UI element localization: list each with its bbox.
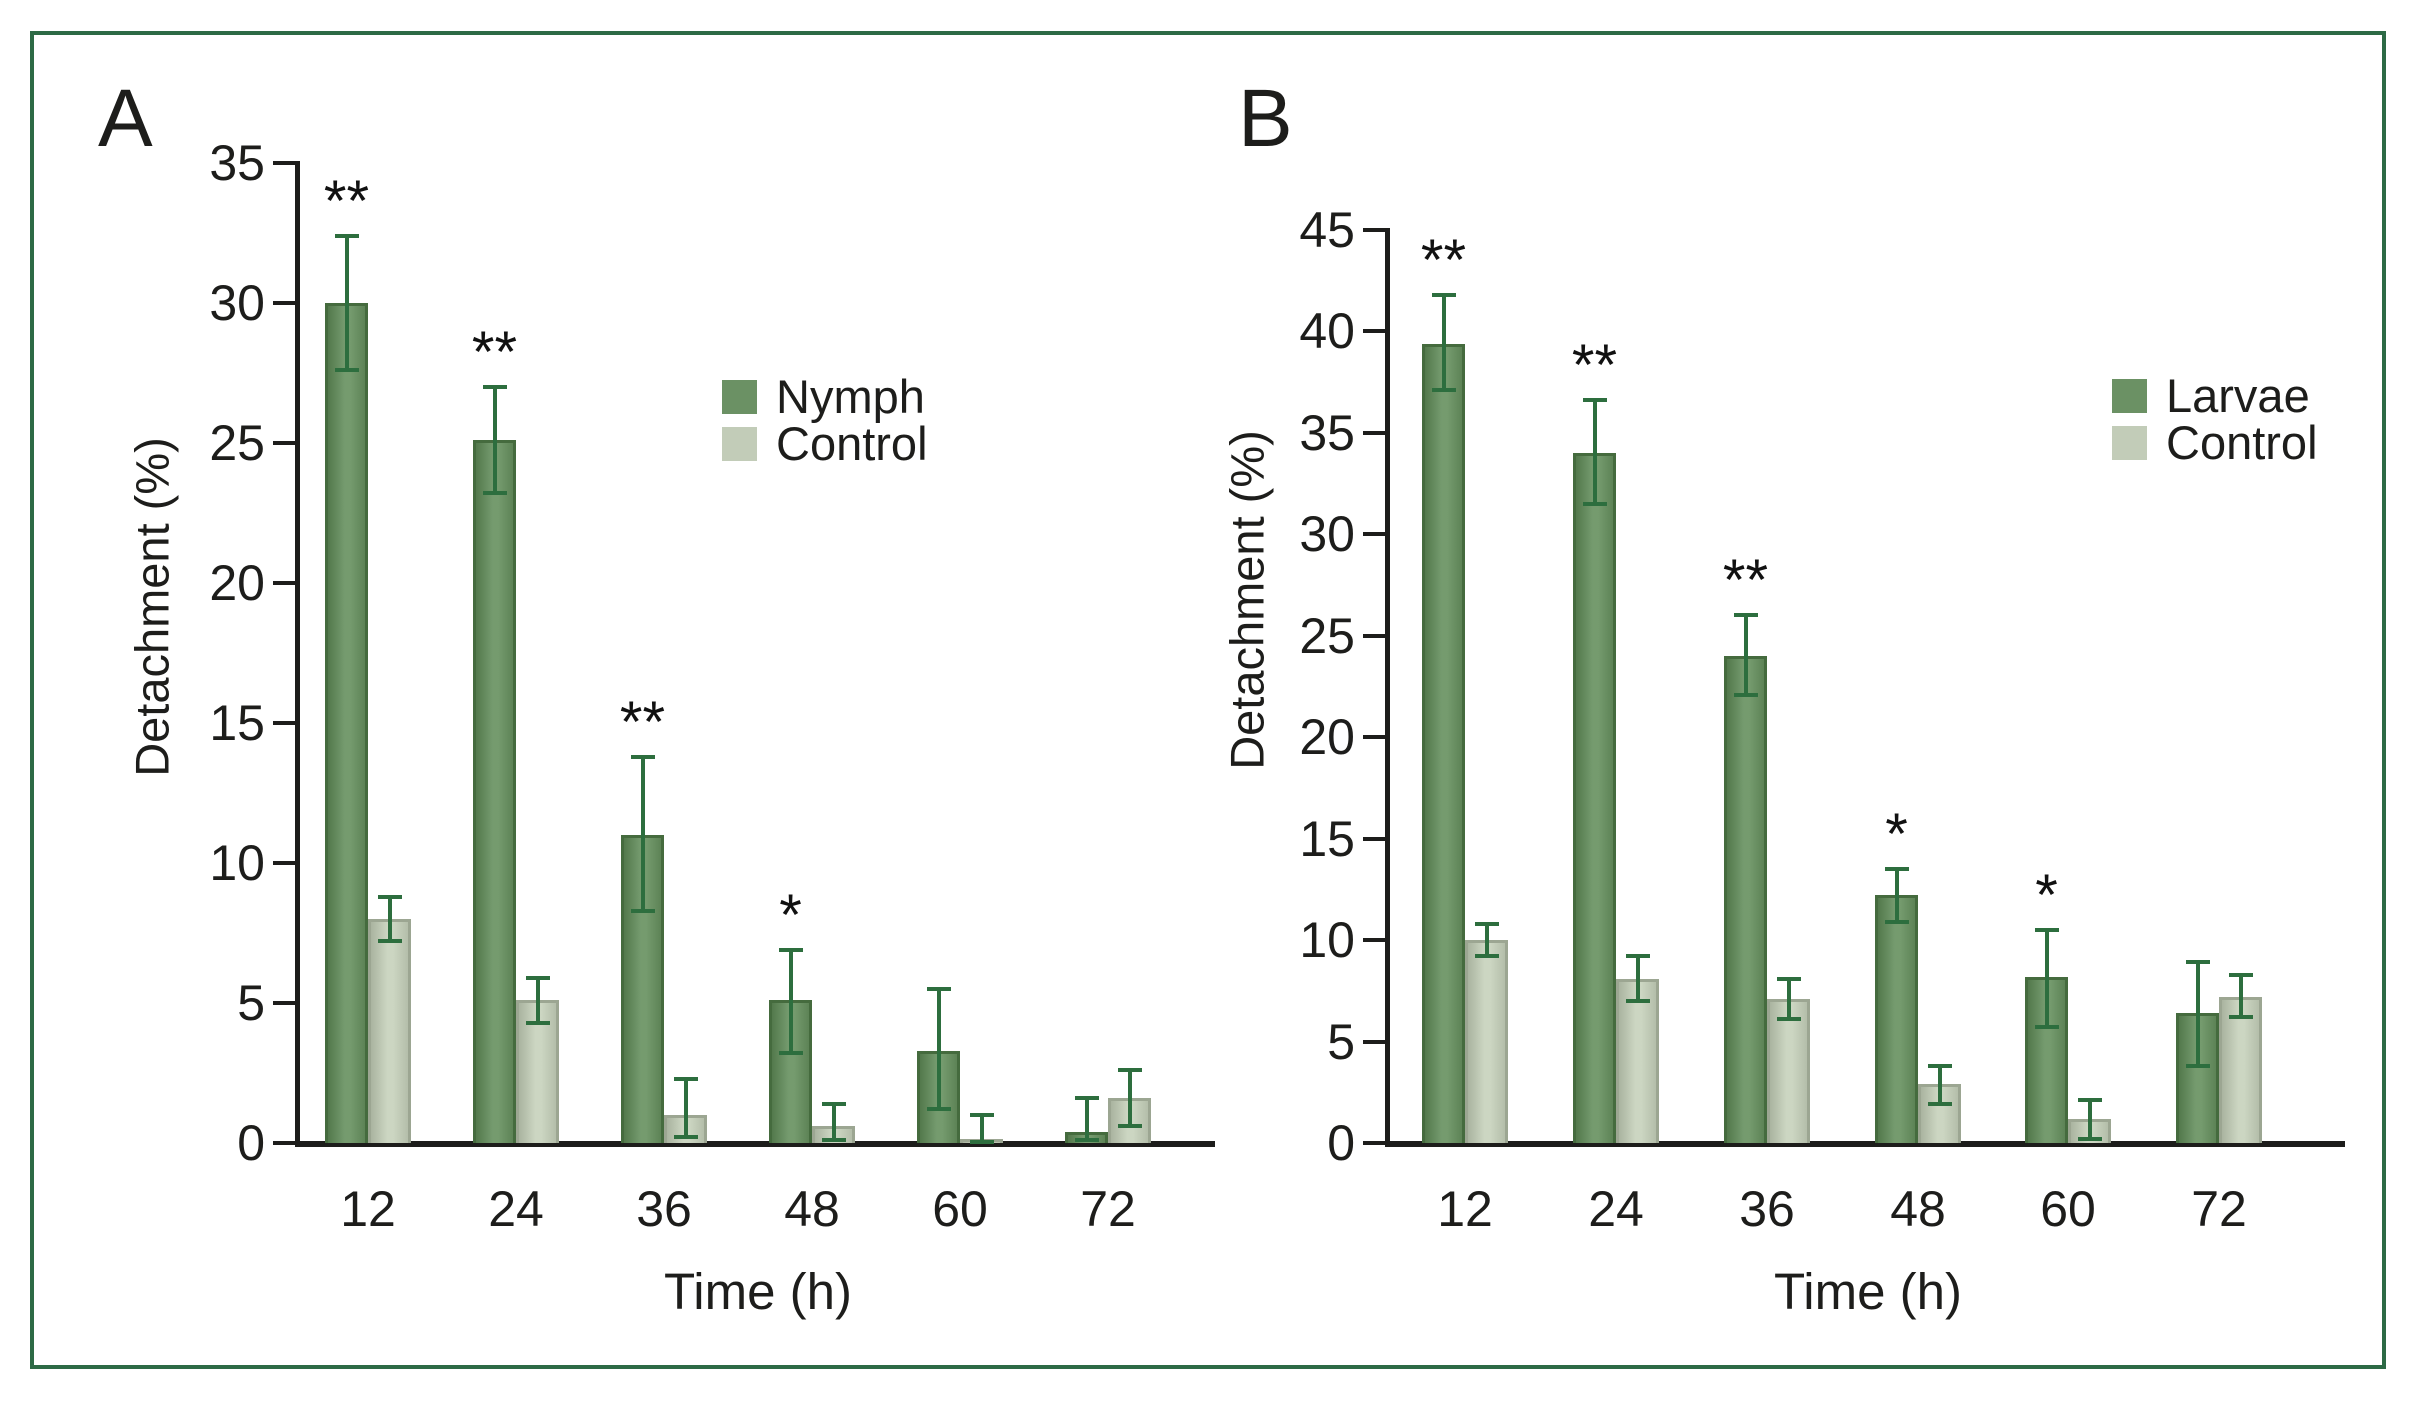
- bar-control: [368, 919, 411, 1143]
- error-bar-cap-bottom: [1777, 1017, 1801, 1021]
- legend-label-larvae: Larvae: [2166, 369, 2310, 422]
- error-bar-cap-bottom: [1928, 1102, 1952, 1106]
- error-bar-line: [832, 1104, 836, 1140]
- error-bar-cap-bottom: [2229, 1015, 2253, 1019]
- legend-row: [2112, 369, 2318, 422]
- significance-marker: **: [1420, 227, 1467, 293]
- legend-label-control-a: Control: [776, 417, 928, 470]
- error-bar-cap-top: [2078, 1098, 2102, 1102]
- error-bar-cap-top: [1583, 398, 1607, 402]
- x-tick-label: 36: [1739, 1181, 1795, 1237]
- error-bar-cap-top: [631, 755, 655, 759]
- error-bar-cap-top: [822, 1102, 846, 1106]
- y-tick-label: 0: [1327, 1115, 1355, 1171]
- error-bar-cap-top: [2229, 973, 2253, 977]
- error-bar-cap-top: [378, 895, 402, 899]
- bar-control: [1465, 940, 1508, 1143]
- y-tick-mark: [273, 861, 297, 865]
- error-bar-cap-bottom: [2035, 1025, 2059, 1029]
- error-bar-line: [1895, 869, 1899, 922]
- y-axis-title-panel-b: Detachment (%): [1220, 430, 1274, 770]
- legend-swatch-control-b: [2112, 426, 2147, 460]
- significance-marker: *: [1885, 802, 1908, 868]
- error-bar-cap-bottom: [526, 1021, 550, 1025]
- bar-nymph: [473, 440, 516, 1143]
- bar-larvae: [1724, 656, 1767, 1143]
- legend-row: [722, 370, 928, 423]
- x-tick-label: 36: [636, 1181, 692, 1237]
- significance-marker: *: [779, 882, 802, 948]
- significance-marker: **: [1722, 548, 1769, 614]
- x-tick-label: 72: [2191, 1181, 2247, 1237]
- error-bar-line: [937, 989, 941, 1109]
- y-tick-mark: [1363, 938, 1387, 942]
- error-bar-line: [345, 236, 349, 370]
- error-bar-cap-bottom: [674, 1135, 698, 1139]
- error-bar-cap-top: [1734, 613, 1758, 617]
- error-bar-line: [493, 387, 497, 493]
- error-bar-cap-bottom: [483, 491, 507, 495]
- y-tick-label: 10: [1299, 912, 1355, 969]
- error-bar-line: [1442, 295, 1446, 390]
- y-tick-mark: [273, 161, 297, 165]
- error-bar-cap-bottom: [927, 1107, 951, 1111]
- error-bar-line: [684, 1079, 688, 1138]
- error-bar-cap-bottom: [1118, 1124, 1142, 1128]
- error-bar-cap-top: [526, 976, 550, 980]
- x-tick-label: 24: [488, 1181, 544, 1237]
- x-tick-label: 60: [2040, 1181, 2096, 1237]
- y-tick-label: 15: [1299, 810, 1355, 867]
- y-tick-label: 15: [209, 695, 265, 751]
- error-bar-line: [1128, 1070, 1132, 1126]
- error-bar-line: [1744, 615, 1748, 694]
- error-bar-line: [1593, 400, 1597, 503]
- bar-larvae: [1422, 344, 1465, 1143]
- error-bar-line: [2196, 962, 2200, 1065]
- error-bar-line: [2239, 975, 2243, 1018]
- panel-b-label: B: [1238, 73, 1293, 164]
- y-axis-title-panel-a: Detachment (%): [125, 437, 179, 777]
- error-bar-cap-bottom: [1626, 999, 1650, 1003]
- x-tick-label: 48: [1890, 1181, 1946, 1237]
- error-bar-line: [2088, 1100, 2092, 1139]
- y-axis-line: [1385, 228, 1390, 1145]
- error-bar-cap-top: [927, 987, 951, 991]
- error-bar-line: [388, 897, 392, 942]
- error-bar-cap-top: [1626, 954, 1650, 958]
- y-tick-mark: [273, 581, 297, 585]
- error-bar-line: [1636, 956, 1640, 1001]
- x-tick-label: 60: [932, 1181, 988, 1237]
- legend-swatch-larvae: [2112, 379, 2147, 413]
- error-bar-line: [1938, 1066, 1942, 1105]
- legend-row: [2112, 416, 2318, 469]
- y-tick-mark: [1363, 329, 1387, 333]
- x-tick-label: 24: [1588, 1181, 1644, 1237]
- legend-row: [722, 417, 928, 470]
- y-tick-label: 0: [237, 1115, 265, 1171]
- error-bar-cap-top: [1432, 293, 1456, 297]
- y-tick-label: 20: [1299, 709, 1355, 766]
- x-axis-title-panel-b: Time (h): [1774, 1263, 1962, 1320]
- error-bar-cap-bottom: [779, 1051, 803, 1055]
- error-bar-line: [980, 1115, 984, 1142]
- error-bar-line: [1085, 1098, 1089, 1140]
- significance-marker: **: [619, 689, 666, 755]
- y-tick-mark: [273, 301, 297, 305]
- legend-swatch-nymph: [722, 380, 757, 414]
- error-bar-cap-top: [1885, 867, 1909, 871]
- y-tick-mark: [273, 1001, 297, 1005]
- error-bar-cap-bottom: [1475, 954, 1499, 958]
- legend-panel-a: [722, 370, 928, 470]
- legend-panel-b: [2112, 369, 2318, 469]
- y-tick-label: 25: [1299, 607, 1355, 664]
- y-tick-mark: [1363, 1141, 1387, 1145]
- legend-label-nymph: Nymph: [776, 370, 925, 423]
- y-tick-mark: [273, 721, 297, 725]
- x-tick-label: 72: [1080, 1181, 1136, 1237]
- error-bar-cap-bottom: [822, 1138, 846, 1142]
- y-tick-label: 30: [209, 275, 265, 331]
- error-bar-cap-top: [1118, 1068, 1142, 1072]
- bar-larvae: [1573, 453, 1616, 1143]
- y-tick-mark: [1363, 431, 1387, 435]
- error-bar-line: [1787, 979, 1791, 1020]
- x-axis-title-panel-a: Time (h): [664, 1263, 852, 1320]
- error-bar-line: [1485, 924, 1489, 956]
- y-tick-mark: [1363, 532, 1387, 536]
- y-tick-label: 35: [1299, 404, 1355, 461]
- error-bar-cap-bottom: [378, 939, 402, 943]
- y-tick-mark: [1363, 837, 1387, 841]
- y-tick-mark: [1363, 735, 1387, 739]
- legend-label-control-b: Control: [2166, 416, 2318, 469]
- significance-marker: **: [323, 168, 370, 234]
- error-bar-line: [536, 978, 540, 1023]
- x-tick-label: 48: [784, 1181, 840, 1237]
- y-tick-label: 5: [1327, 1013, 1355, 1070]
- bar-nymph: [325, 303, 368, 1143]
- significance-marker: **: [471, 320, 518, 385]
- error-bar-line: [789, 950, 793, 1054]
- y-tick-label: 30: [1299, 506, 1355, 563]
- error-bar-cap-bottom: [970, 1140, 994, 1144]
- error-bar-cap-top: [483, 385, 507, 389]
- x-tick-label: 12: [340, 1181, 396, 1237]
- y-tick-label: 5: [237, 975, 265, 1031]
- significance-marker: *: [2035, 862, 2058, 928]
- error-bar-cap-bottom: [2078, 1137, 2102, 1141]
- y-tick-mark: [273, 1141, 297, 1145]
- error-bar-line: [641, 757, 645, 911]
- legend-swatch-control-a: [722, 427, 757, 461]
- y-tick-label: 45: [1299, 202, 1355, 258]
- panel-a-label: A: [98, 73, 153, 164]
- error-bar-cap-bottom: [1583, 502, 1607, 506]
- error-bar-cap-bottom: [335, 368, 359, 372]
- error-bar-cap-bottom: [1734, 693, 1758, 697]
- y-tick-label: 35: [209, 135, 265, 191]
- error-bar-cap-top: [1928, 1064, 1952, 1068]
- error-bar-cap-top: [1475, 922, 1499, 926]
- y-tick-mark: [273, 441, 297, 445]
- error-bar-cap-bottom: [1432, 388, 1456, 392]
- bar-larvae: [1875, 895, 1918, 1143]
- y-tick-label: 10: [209, 835, 265, 891]
- bar-control: [1616, 979, 1659, 1143]
- error-bar-cap-top: [335, 234, 359, 238]
- error-bar-cap-top: [1075, 1096, 1099, 1100]
- error-bar-cap-top: [779, 948, 803, 952]
- error-bar-cap-top: [674, 1077, 698, 1081]
- error-bar-cap-bottom: [1075, 1138, 1099, 1142]
- y-tick-mark: [1363, 1040, 1387, 1044]
- significance-marker: **: [1571, 333, 1618, 399]
- error-bar-cap-bottom: [1885, 920, 1909, 924]
- error-bar-cap-top: [1777, 977, 1801, 981]
- x-tick-label: 12: [1437, 1181, 1493, 1237]
- error-bar-cap-top: [2035, 928, 2059, 932]
- error-bar-cap-bottom: [631, 909, 655, 913]
- error-bar-cap-top: [2186, 960, 2210, 964]
- y-tick-mark: [1363, 634, 1387, 638]
- error-bar-cap-top: [970, 1113, 994, 1117]
- error-bar-cap-bottom: [2186, 1064, 2210, 1068]
- y-tick-label: 20: [209, 555, 265, 611]
- y-tick-label: 25: [209, 415, 265, 471]
- y-tick-label: 40: [1299, 303, 1355, 360]
- y-axis-line: [295, 161, 300, 1145]
- error-bar-line: [2045, 930, 2049, 1027]
